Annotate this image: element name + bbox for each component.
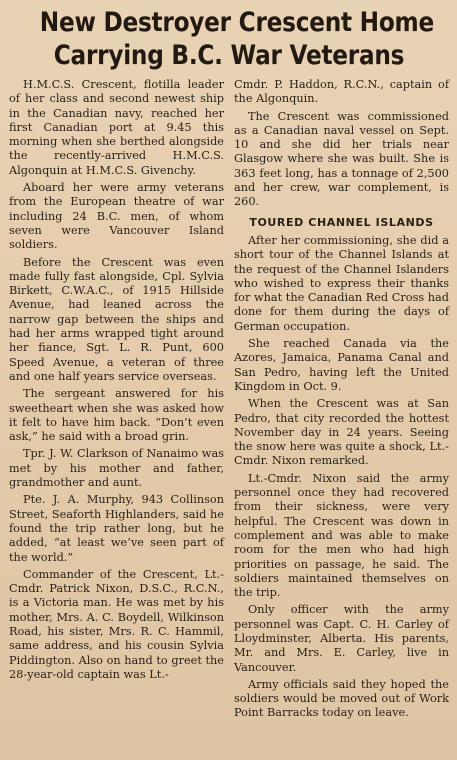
paragraph: Pte. J. A. Murphy, 943 Collinson Street, Seaforth Highlanders, said he found the trip rather long, but he added, “at least we’ve seen part of the world.” [9,493,224,564]
paragraph: After her commissioning, she did a short tour of the Channel Islands at the request of the Channel Islanders who wished to express their thanks for what the Canadian Red Cross had done for them during the days of German occupation. [234,233,449,333]
paragraph: H.M.C.S. Crescent, flotilla leader of her class and second newest ship in the Canadian navy, reached her first Canadian port at 9.45 this morning when she berthed alongside the recently-arrived H.M.C.S. Algonquin at H.M.C.S. Givenchy. [9,78,224,177]
paragraph: Only officer with the army personnel was Capt. C. H. Carley of Lloydminster, Alberta. His parents, Mr. and Mrs. E. Carley, live in Vancouver. [234,603,449,674]
paragraph: She reached Canada via the Azores, Jamaica, Panama Canal and San Pedro, having left the United Kingdom in Oct. 9. [234,337,449,393]
headline-line-2: Carrying B.C. War Veterans [53,40,405,71]
paragraph: Army officials said they hoped the soldiers would be moved out of Work Point Barracks today on leave. [234,677,449,720]
subheading: TOURED CHANNEL ISLANDS [249,215,434,229]
paragraph: The sergeant answered for his sweetheart when she was asked how it felt to have him back. “Don’t even ask,” he said with a broad grin. [9,387,224,444]
paragraph: Before the Crescent was even made fully fast alongside, Cpl. Sylvia Birkett, C.W.A.C., of 1915 Hillside Avenue, had leaned across the narrow gap between the ships and had her arms wrapped tight around her fiance, Sgt. L. R. Punt, 600 Speed Avenue, a veteran of three and one half years service overseas. [9,255,224,383]
paragraph: Commander of the Crescent, Lt.-Cmdr. Patrick Nixon, D.S.C., R.C.N., is a Victoria man. He was met by his mother, Mrs. A. C. Boydell, Wilkinson Road, his sister, Mrs. R. C. Hammil, same address, and his cousin Sylvia Piddington. Also on hand to greet the 28-year-old captain was Lt.- [9,567,224,681]
headline [39,6,434,72]
paragraph: Aboard her were army veterans from the European theatre of war including 24 B.C. men, of whom seven were Vancouver Island soldiers. [9,181,224,252]
paragraph: Tpr. J. W. Clarkson of Nanaimo was met by his mother and father, grandmother and aunt. [9,447,224,490]
paragraph: When the Crescent was at San Pedro, that city recorded the hottest November day in 24 years. Seeing the snow here was quite a shock, Lt.-Cmdr. Nixon remarked. [234,397,449,468]
paragraph: Lt.-Cmdr. Nixon said the army personnel once they had recovered from their sickness, were very helpful. The Crescent was down in complement and was able to make room for the men who had high priorities on passage, he said. The soldiers maintained themselves on the trip. [234,471,449,600]
headline-line-1: New Destroyer Crescent Home [39,7,434,38]
article-body [9,78,449,724]
paragraph: The Crescent was commissioned as a Canadian naval vessel on Sept. 10 and she did her trials near Glasgow where she was built. She is 363 feet long, has a tonnage of 2,500 and her crew, war complement, is 260. [234,109,449,209]
left-column [9,78,224,724]
paragraph: Cmdr. P. Haddon, R.C.N., captain of the Algonquin. [234,78,449,106]
right-column [234,78,449,724]
